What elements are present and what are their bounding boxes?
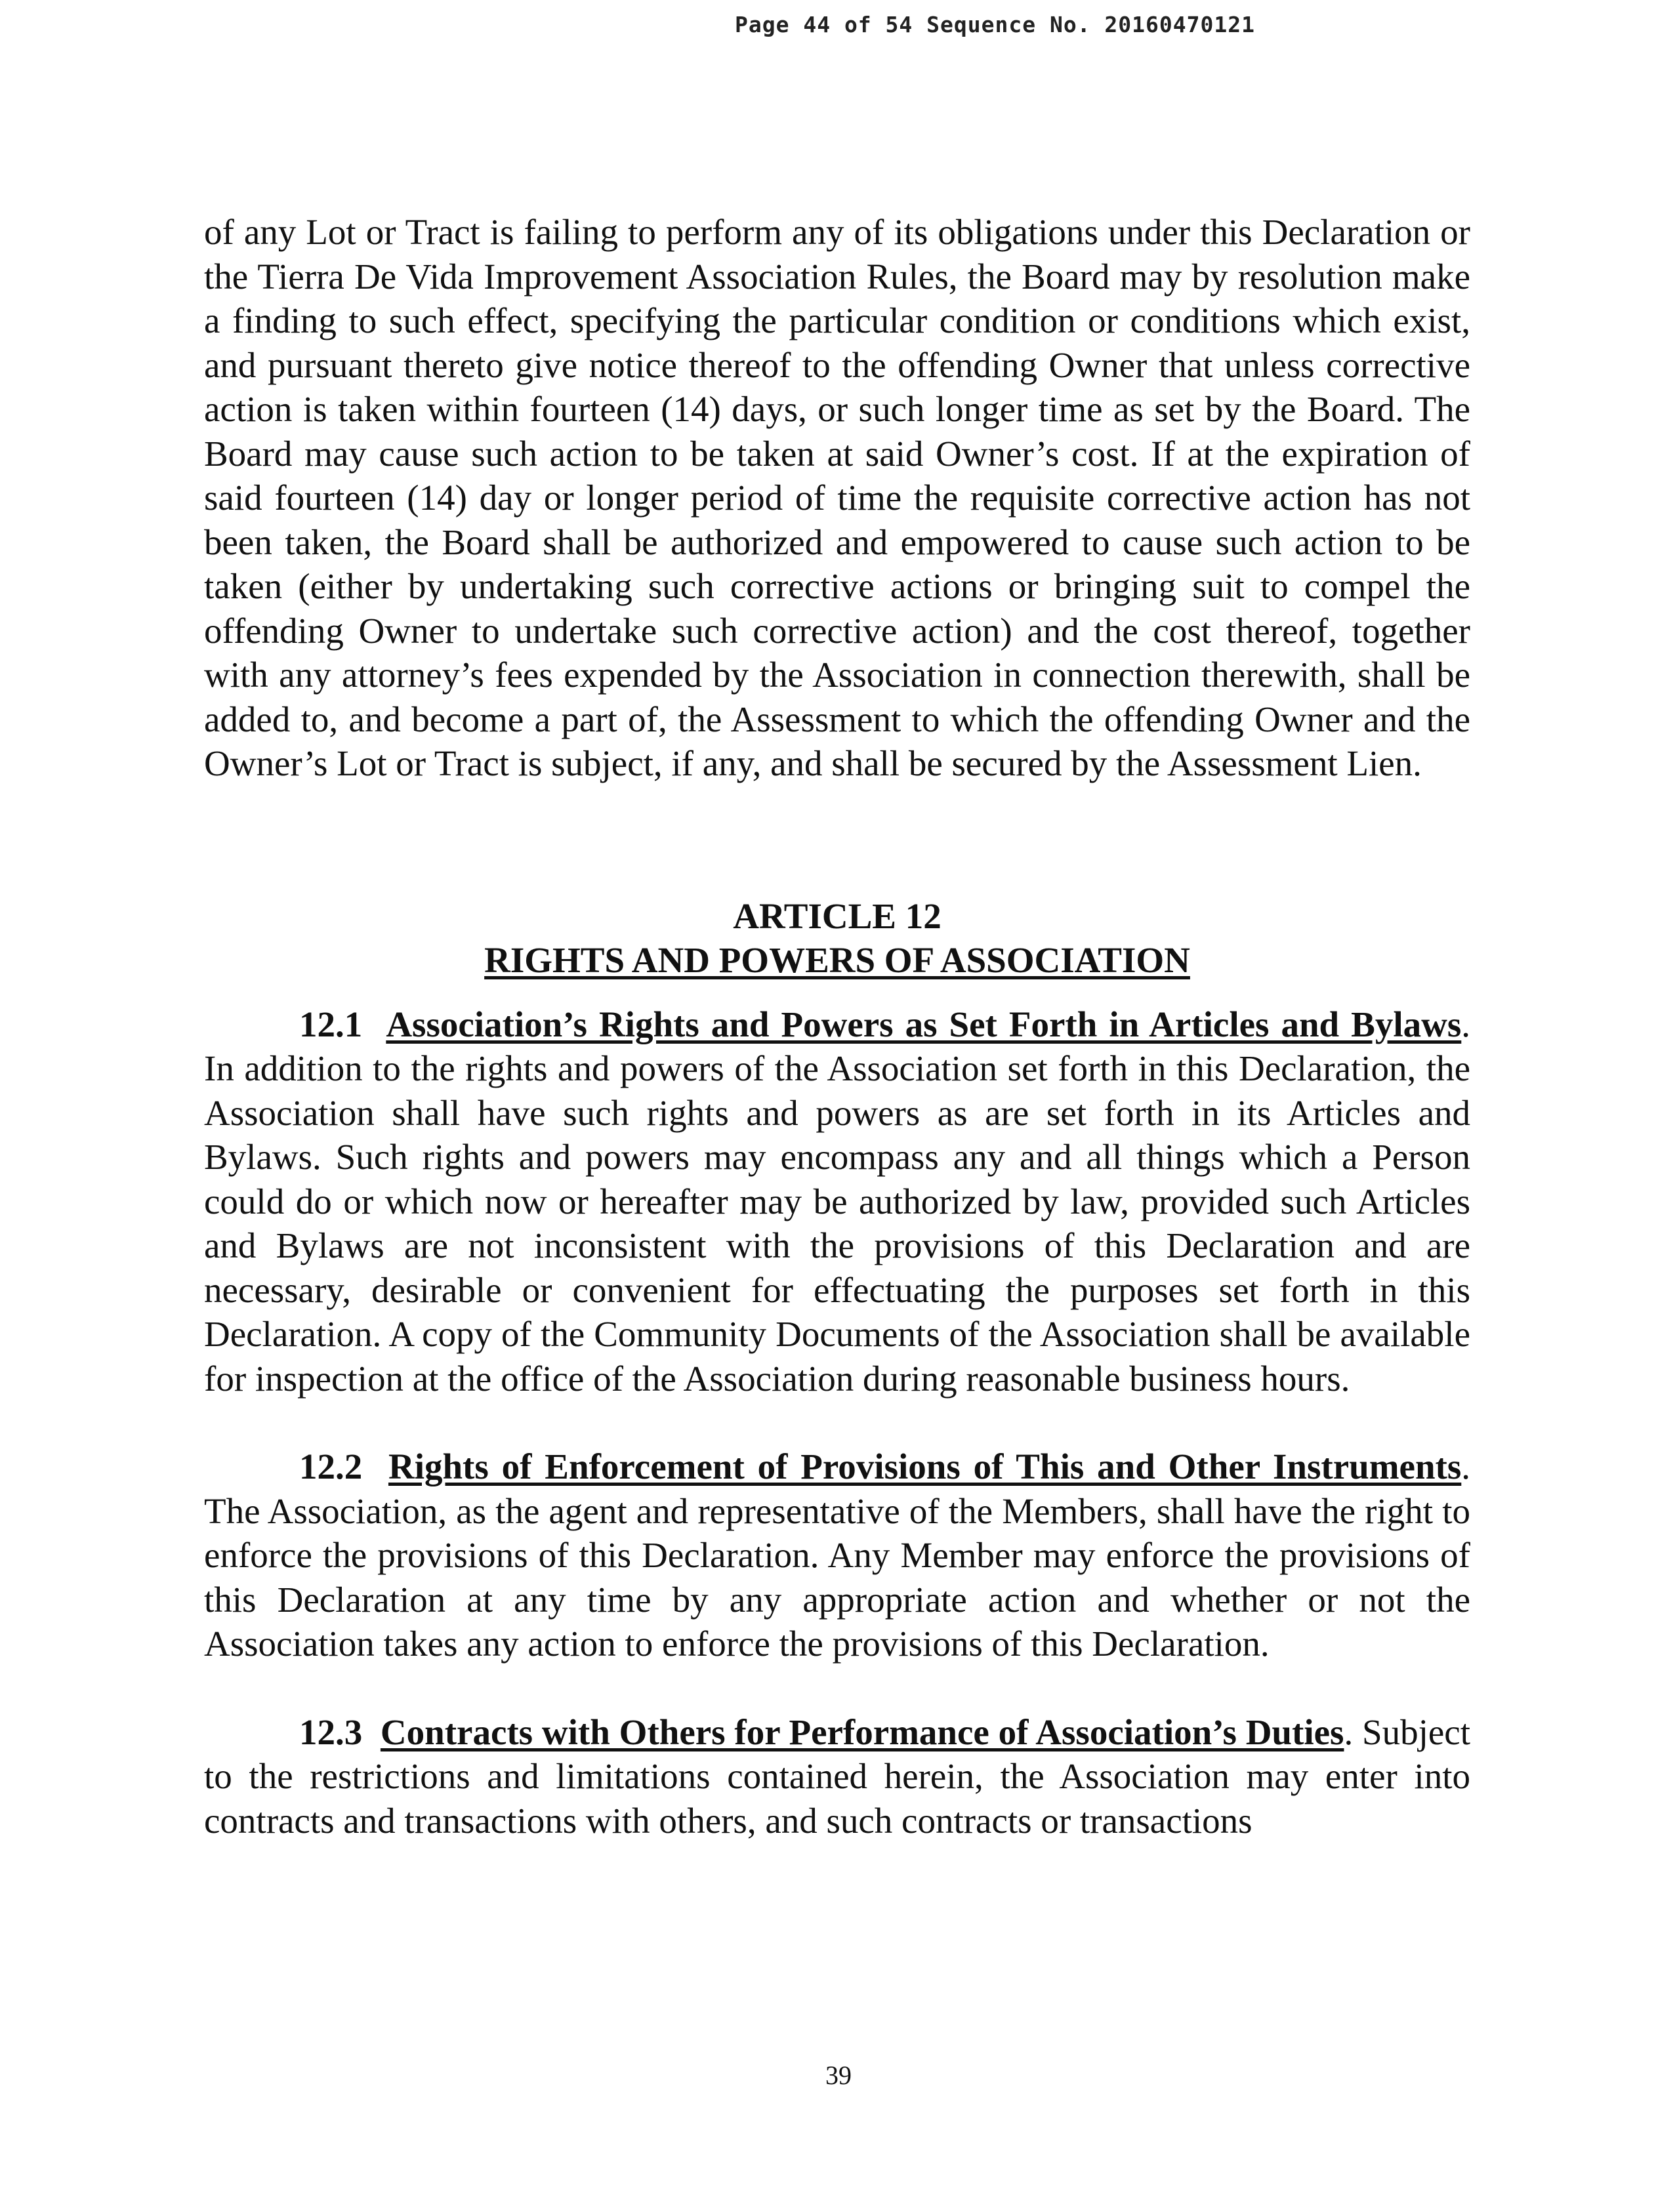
section-number: 12.2 — [299, 1446, 363, 1486]
section-title: Rights of Enforcement of Provisions of This and Other Instruments — [388, 1446, 1462, 1486]
section-title: Contracts with Others for Performance of Association’s Duties — [380, 1711, 1344, 1752]
page-sequence-header: Page 44 of 54 Sequence No. 20160470121 — [735, 12, 1255, 37]
section-number: 12.1 — [299, 1004, 363, 1044]
page-number: 39 — [825, 2060, 852, 2090]
section-12-3 — [204, 1710, 1470, 1843]
spacer — [204, 983, 1470, 1002]
spacer — [204, 1401, 1470, 1444]
section-12-1 — [204, 1002, 1470, 1401]
section-text: . In addition to the rights and powers of the Association set forth in this Declaration, the Association shall have such rights and powers as are set forth in its Articles and Bylaws. Such rights and powers may encompass any and all things which a Person could do or which now or hereafter may be authorized by law, provided such Articles and Bylaws are not inconsistent with the provisions of this Declaration and are necessary, desirable or convenient for effectuating the purposes set forth in this Declaration. A copy of the Community Documents of the Association shall be available for inspection at the office of the Association during reasonable business hours. — [204, 1004, 1471, 1399]
article-title: RIGHTS AND POWERS OF ASSOCIATION — [484, 940, 1190, 980]
article-heading — [204, 894, 1470, 983]
section-12-2 — [204, 1444, 1470, 1666]
spacer — [204, 1666, 1470, 1710]
article-number: ARTICLE 12 — [733, 895, 942, 936]
section-text: . Subject to the restrictions and limitations contained herein, the Association may enter into contracts and transactions with others, and such contracts or transactions — [204, 1711, 1470, 1841]
spacer — [204, 786, 1470, 894]
section-text: . The Association, as the agent and representative of the Members, shall have the right to enforce the provisions of this Declaration. Any Member may enforce the provisions of this Declaration at any time by any appropriate action and whether or not the Association takes any action to enforce the provisions of this Declaration. — [204, 1446, 1471, 1664]
section-title: Association’s Rights and Powers as Set Forth in Articles and Bylaws — [386, 1004, 1462, 1044]
section-number: 12.3 — [299, 1711, 363, 1752]
document-body — [204, 210, 1470, 1843]
continuation-paragraph: of any Lot or Tract is failing to perform any of its obligations under this Declaration or the Tierra De Vida Improvement Association Rules, the Board may by resolution make a finding to such effect, specifying the particular condition or conditions which exist, and pursuant thereto give notice thereof to the offending Owner that unless corrective action is taken within fourteen (14) days, or such longer time as set by the Board. The Board may cause such action to be taken at said Owner’s cost. If at the expiration of said fourteen (14) day or longer period of time the requisite corrective action has not been taken, the Board shall be authorized and empowered to cause such action to be taken (either by undertaking such corrective actions or bringing suit to compel the offending Owner to undertake such corrective action) and the cost thereof, together with any attorney’s fees expended by the Association in connection therewith, shall be added to, and become a part of, the Assessment to which the offending Owner and the Owner’s Lot or Tract is subject, if any, and shall be secured by the Assessment Lien. — [204, 212, 1470, 783]
